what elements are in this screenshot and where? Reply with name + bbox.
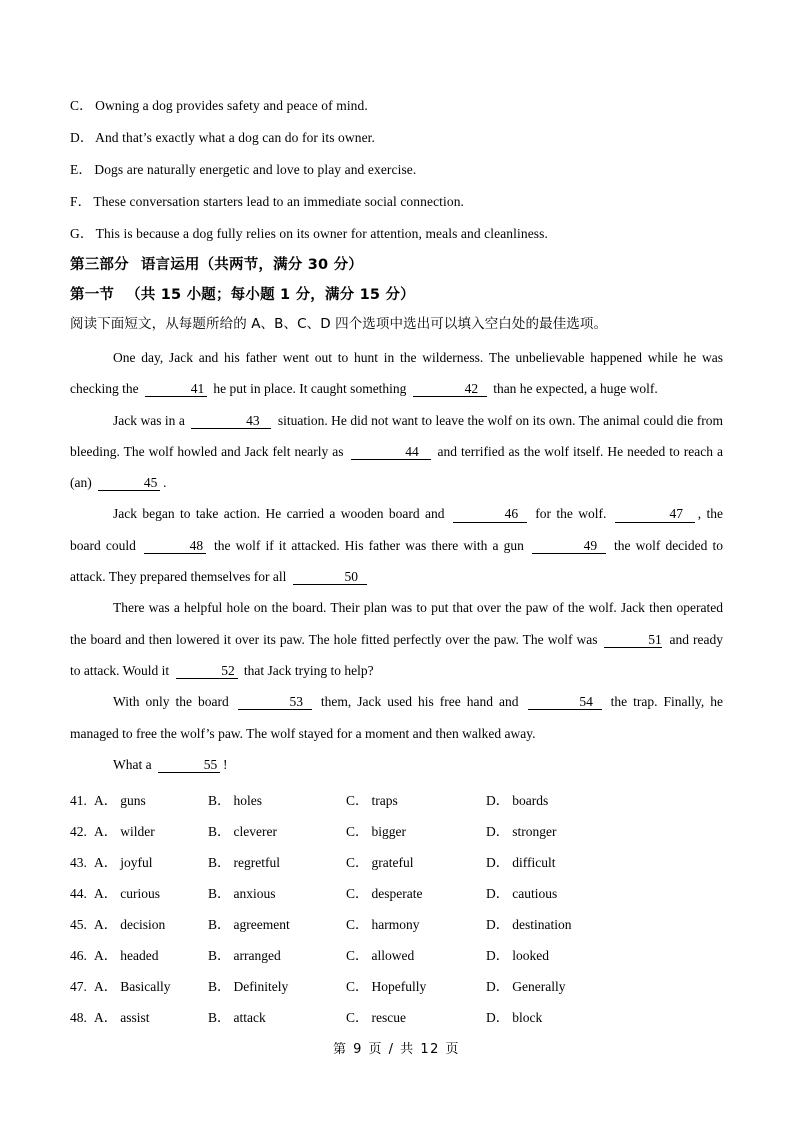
choice-row-47 [70, 971, 723, 1002]
choice-row-43 [70, 847, 723, 878]
passage-text: There was a helpful hole on the board. Their plan was to put that over the paw of the wolf. Jack then operated the board and then lowered it over its paw. The hole fitted perfectly over the paw. The wolf was [70, 600, 723, 647]
choice-43-option-d[interactable]: D． difficult [486, 855, 556, 871]
choice-47-option-b[interactable]: B． Definitely [208, 979, 289, 995]
passage-text: . [163, 475, 167, 491]
choice-47-option-c[interactable]: C． Hopefully [346, 979, 427, 995]
passage-paragraph-6 [70, 749, 723, 780]
choice-43-option-c[interactable]: C． grateful [346, 855, 414, 871]
statement-label-d: D． [70, 130, 93, 145]
page-footer: 第 9 页 / 共 12 页 [333, 1042, 460, 1057]
choice-41-option-d[interactable]: D． boards [486, 793, 549, 809]
passage-text: and ready to attack. Would it [70, 631, 724, 678]
choice-43-option-b[interactable]: B． regretful [208, 855, 280, 871]
choices-list [70, 785, 723, 1033]
choice-45-option-c[interactable]: C． harmony [346, 917, 420, 933]
statement-label-g: G． [70, 226, 93, 241]
cloze-blank-55[interactable]: 55 [158, 758, 220, 773]
statement-option-e [70, 154, 723, 185]
passage-text: What a [113, 756, 152, 772]
choice-45-option-a[interactable]: A． decision [94, 917, 166, 933]
cloze-blank-54[interactable]: 54 [528, 695, 602, 710]
choice-number: 46. [70, 948, 87, 964]
passage-paragraph-4 [70, 592, 723, 686]
passage-text: he put in place. It caught something [213, 381, 407, 397]
passage-text: them, Jack used his free hand and [320, 694, 519, 710]
choice-41-option-a[interactable]: A． guns [94, 793, 146, 809]
section-heading-title: 第一节 [70, 287, 115, 303]
choice-44-option-a[interactable]: A． curious [94, 886, 160, 902]
cloze-blank-48[interactable]: 48 [144, 539, 206, 554]
choice-46-option-c[interactable]: C． allowed [346, 948, 415, 964]
statement-text-c: Owning a dog provides safety and peace of mind. [95, 98, 368, 113]
choice-41-option-b[interactable]: B． holes [208, 793, 263, 809]
cloze-blank-42[interactable]: 42 [413, 382, 487, 397]
passage-text: situation. He did not want to leave the wolf on its own. The animal could die from bleeding. The wolf howled and Jack felt nearly as [70, 412, 723, 459]
passage-text: the trap. Finally, he managed to free the wolf’s paw. The wolf stayed for a moment and then walked away. [70, 694, 724, 741]
choice-46-option-b[interactable]: B． arranged [208, 948, 281, 964]
passage-paragraph-2 [70, 405, 723, 499]
statement-option-f [70, 186, 723, 217]
statement-option-d [70, 122, 723, 153]
passage-paragraph-1 [70, 342, 723, 405]
choice-48-option-c[interactable]: C． rescue [346, 1010, 406, 1026]
choice-45-option-b[interactable]: B． agreement [208, 917, 290, 933]
part-heading-title: 第三部分 [70, 257, 129, 273]
statement-option-g [70, 218, 723, 249]
choice-44-option-c[interactable]: C． desperate [346, 886, 423, 902]
passage-text: One day, Jack and his father went out to hunt in the wilderness. The unbelievable happened while he was checking the [70, 350, 723, 397]
cloze-blank-53[interactable]: 53 [238, 695, 312, 710]
passage-paragraph-3 [70, 498, 723, 592]
choice-42-option-d[interactable]: D． stronger [486, 824, 557, 840]
choice-number: 44. [70, 886, 87, 902]
statement-text-d: And that’s exactly what a dog can do for its owner. [95, 130, 375, 145]
passage-text: the wolf decided to attack. They prepared themselves for all [70, 537, 724, 585]
statement-text-e: Dogs are naturally energetic and love to play and exercise. [94, 162, 417, 177]
statement-label-c: C． [70, 98, 92, 113]
passage-paragraph-5 [70, 686, 723, 749]
choice-number: 48. [70, 1010, 87, 1026]
choice-47-option-a[interactable]: A． Basically [94, 979, 171, 995]
choice-number: 42. [70, 824, 87, 840]
cloze-blank-45[interactable]: 45 [98, 476, 160, 491]
choice-42-option-a[interactable]: A． wilder [94, 824, 155, 840]
passage-text: than he expected, a huge wolf. [493, 381, 658, 397]
passage-text: ! [222, 756, 228, 772]
cloze-blank-50[interactable]: 50 [293, 570, 367, 585]
choice-42-option-b[interactable]: B． cleverer [208, 824, 277, 840]
choice-45-option-d[interactable]: D． destination [486, 917, 572, 933]
cloze-blank-44[interactable]: 44 [351, 445, 431, 460]
choice-number: 45. [70, 917, 87, 933]
passage-text: , the board could [70, 506, 724, 553]
choice-48-option-a[interactable]: A． assist [94, 1010, 150, 1026]
section-heading [70, 281, 723, 309]
choice-48-option-b[interactable]: B． attack [208, 1010, 266, 1026]
statement-text-g: This is because a dog fully relies on its owner for attention, meals and cleanliness. [95, 226, 548, 241]
passage-text: for the wolf. [535, 506, 607, 522]
choice-43-option-a[interactable]: A． joyful [94, 855, 153, 871]
choice-row-42 [70, 816, 723, 847]
choice-41-option-c[interactable]: C． traps [346, 793, 398, 809]
passage-text: With only the board [113, 694, 229, 710]
passage-text: that Jack trying to help? [243, 662, 374, 678]
cloze-blank-47[interactable]: 47 [615, 507, 695, 522]
choice-44-option-d[interactable]: D． cautious [486, 886, 558, 902]
choice-48-option-d[interactable]: D． block [486, 1010, 543, 1026]
choice-row-44 [70, 878, 723, 909]
statement-options-list [70, 90, 723, 249]
cloze-blank-41[interactable]: 41 [145, 382, 207, 397]
page-content [70, 90, 723, 1033]
choice-number: 43. [70, 855, 87, 871]
choice-number: 47. [70, 979, 87, 995]
choice-number: 41. [70, 793, 87, 809]
choice-row-48 [70, 1002, 723, 1033]
choice-row-41 [70, 785, 723, 816]
choice-46-option-d[interactable]: D． looked [486, 948, 549, 964]
passage-text: and terrified as the wolf itself. He needed to reach a (an) [70, 443, 724, 491]
statement-text-f: These conversation starters lead to an immediate social connection. [93, 194, 465, 209]
statement-option-c [70, 90, 723, 121]
choice-47-option-d[interactable]: D． Generally [486, 979, 566, 995]
choice-row-45 [70, 909, 723, 940]
choice-42-option-c[interactable]: C． bigger [346, 824, 407, 840]
choice-44-option-b[interactable]: B． anxious [208, 886, 276, 902]
section-instruction: 阅读下面短文，从每题所给的 A、B、C、D 四个选项中选出可以填入空白处的最佳选项。 [70, 316, 608, 332]
cloze-blank-51[interactable]: 51 [604, 633, 662, 648]
part-heading-detail: 语言运用（共两节，满分 30 分） [140, 257, 363, 273]
cloze-blank-49[interactable]: 49 [532, 539, 606, 554]
statement-label-f: F． [70, 194, 91, 209]
part-heading [70, 251, 723, 279]
choice-row-46 [70, 940, 723, 971]
choice-46-option-a[interactable]: A． headed [94, 948, 159, 964]
cloze-blank-52[interactable]: 52 [176, 664, 238, 679]
section-heading-detail: （共 15 小题；每小题 1 分，满分 15 分） [126, 287, 415, 303]
passage-text: the wolf if it attacked. His father was there with a gun [214, 537, 524, 553]
statement-label-e: E． [70, 162, 91, 177]
cloze-blank-46[interactable]: 46 [453, 507, 527, 522]
passage-text: Jack began to take action. He carried a wooden board and [113, 506, 445, 522]
passage-text: Jack was in a [113, 412, 185, 428]
cloze-blank-43[interactable]: 43 [191, 414, 271, 429]
